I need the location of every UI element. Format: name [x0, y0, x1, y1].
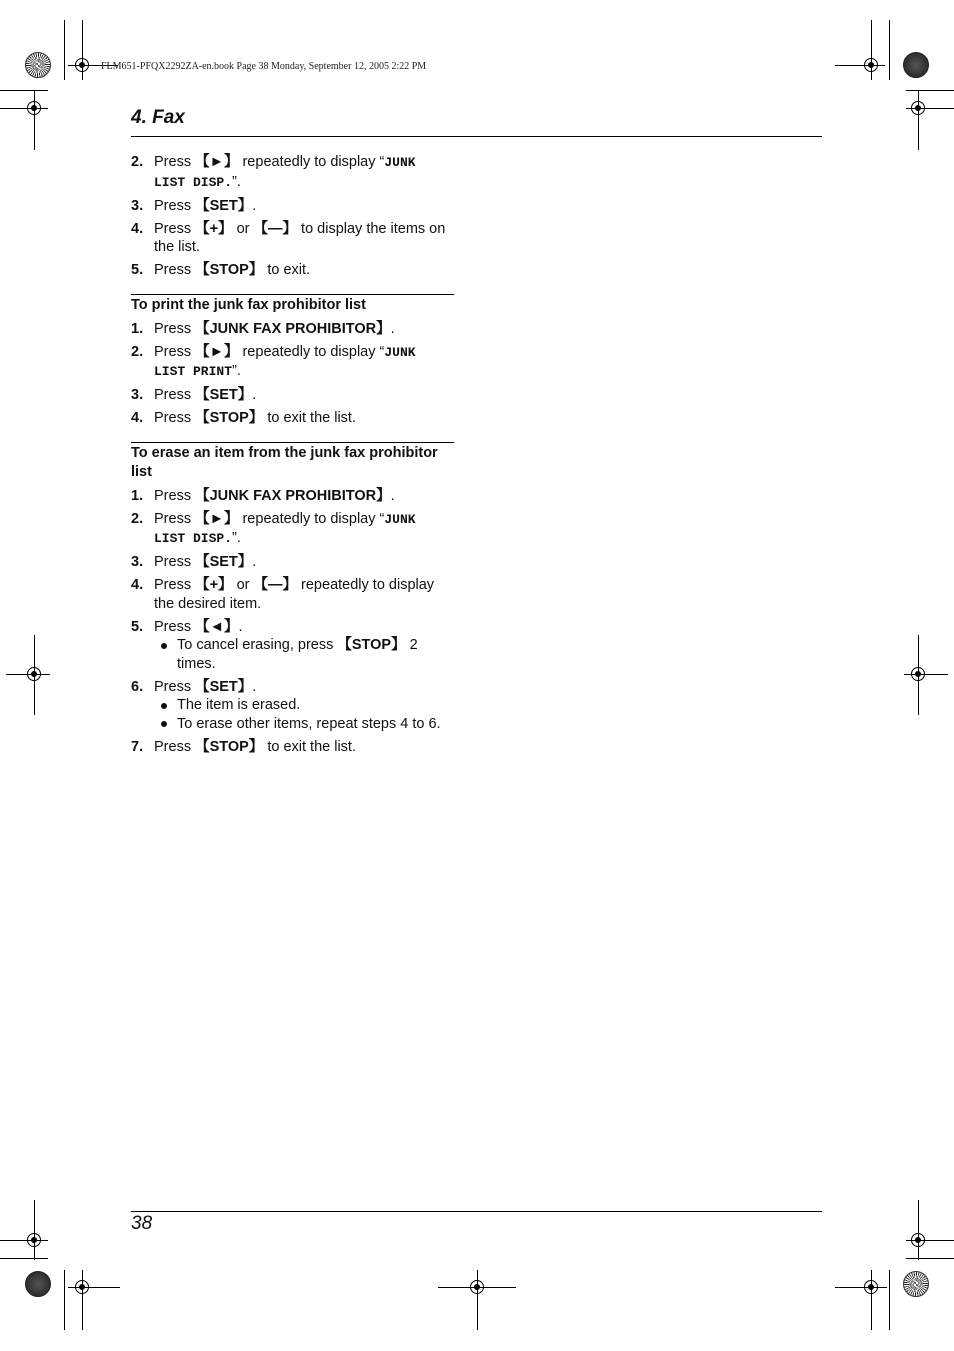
- key-label: 【SET】: [195, 387, 253, 403]
- step-text: .: [252, 197, 257, 214]
- step-item: [131, 618, 454, 674]
- display-message: JUNK LIST PRINT: [154, 344, 416, 379]
- step-number: 2.: [131, 510, 144, 527]
- step-number: 2.: [131, 154, 144, 170]
- step-text: 2 times.: [177, 637, 418, 672]
- step-text: To erase other items, repeat steps 4 to 6.: [177, 715, 441, 732]
- step-text: repeatedly to display “: [238, 343, 385, 360]
- step-text: repeatedly to display the desired item.: [154, 577, 435, 612]
- step-text: .: [390, 487, 395, 504]
- key-label: 【SET】: [195, 678, 253, 695]
- header-rule: [131, 136, 822, 137]
- step-text: Press: [154, 262, 196, 278]
- step-text: Press: [154, 577, 196, 593]
- key-label: 【+】: [195, 577, 233, 593]
- step-text: to exit the list.: [263, 410, 356, 426]
- step-number: 1.: [131, 487, 144, 504]
- print-list-section: [131, 294, 454, 428]
- step-text: or: [232, 220, 254, 237]
- step-text: to exit.: [263, 262, 311, 278]
- erase-item-section: [131, 442, 454, 757]
- key-label: 【+】: [195, 220, 233, 237]
- sub-bullet: [154, 696, 454, 715]
- display-message: JUNK LIST DISP.: [154, 511, 416, 546]
- instruction-column: [131, 153, 454, 761]
- step-text: Press: [154, 320, 196, 337]
- key-label: 【STOP】: [195, 262, 264, 278]
- rosette-bottom-right: [903, 1271, 929, 1297]
- step-item: [131, 409, 454, 428]
- step-text: Press: [154, 343, 196, 360]
- step-item: [131, 487, 454, 506]
- key-label: 【►】: [195, 343, 239, 360]
- key-label: 【►】: [195, 510, 239, 527]
- sub-bullet: [154, 636, 454, 673]
- step-number: 3.: [131, 554, 144, 570]
- step-number: 4.: [131, 220, 144, 237]
- step-text: .: [252, 387, 257, 403]
- bullet-icon: [161, 703, 167, 709]
- step-number: 1.: [131, 320, 144, 337]
- key-label: 【►】: [195, 154, 239, 170]
- step-text: Press: [154, 387, 196, 403]
- key-label: 【STOP】: [337, 637, 406, 653]
- step-number: 3.: [131, 197, 144, 214]
- step-item: [131, 197, 454, 216]
- bullet-icon: [161, 721, 167, 727]
- step-item: [131, 320, 454, 339]
- step-number: 2.: [131, 343, 144, 360]
- step-text: repeatedly to display “: [238, 510, 385, 527]
- step-text: .: [238, 618, 243, 635]
- print-section-title: To print the junk fax prohibitor list: [131, 296, 366, 313]
- step-text: .: [252, 554, 257, 570]
- step-number: 6.: [131, 678, 144, 695]
- step-text: ”.: [232, 530, 241, 546]
- rosette-bottom-left: [25, 1271, 51, 1297]
- key-label: 【JUNK FAX PROHIBITOR】: [195, 487, 391, 504]
- page-number: 38: [131, 1213, 153, 1234]
- step-text: Press: [154, 220, 196, 237]
- step-item: [131, 738, 454, 757]
- display-message: JUNK LIST DISP.: [154, 155, 416, 190]
- erase-section-title: To erase an item from the junk fax prohibitor list: [131, 444, 438, 480]
- key-label: 【SET】: [195, 554, 253, 570]
- print-steps: [131, 320, 454, 428]
- step-item: [131, 510, 454, 549]
- step-text: Press: [154, 618, 196, 635]
- step-item: [131, 261, 454, 280]
- step-text: Press: [154, 154, 196, 170]
- step-text: ”.: [232, 363, 241, 379]
- step-number: 3.: [131, 387, 144, 403]
- key-label: 【◄】: [195, 618, 239, 635]
- step-text: to display the items on the list.: [154, 220, 446, 255]
- step-number: 4.: [131, 577, 144, 593]
- rosette-top-left: [25, 52, 51, 78]
- step-item: [131, 678, 454, 734]
- step-text: Press: [154, 510, 196, 527]
- step-text: ”.: [232, 173, 241, 190]
- step-number: 4.: [131, 410, 144, 426]
- key-label: 【STOP】: [195, 738, 264, 755]
- step-item: [131, 576, 454, 613]
- step-item: [131, 343, 454, 382]
- step-text: .: [390, 320, 395, 337]
- step-item: [131, 220, 454, 257]
- intro-steps: [131, 153, 454, 280]
- step-text: to exit the list.: [263, 738, 356, 755]
- rosette-top-right: [903, 52, 929, 78]
- step-item: [131, 153, 454, 192]
- step-text: or: [232, 577, 254, 593]
- step-text: The item is erased.: [177, 697, 301, 713]
- key-label: 【—】: [253, 577, 298, 593]
- footer-rule: [131, 1211, 822, 1212]
- book-slug-line: FLM651-PFQX2292ZA-en.book Page 38 Monday, September 12, 2005 2:22 PM: [101, 61, 427, 72]
- sub-bullets: [154, 636, 454, 673]
- step-text: repeatedly to display “: [238, 154, 385, 170]
- key-label: 【—】: [253, 220, 298, 237]
- step-text: To cancel erasing, press: [177, 637, 338, 653]
- step-text: Press: [154, 197, 196, 214]
- step-number: 7.: [131, 738, 144, 755]
- step-text: .: [252, 678, 257, 695]
- chapter-title: 4. Fax: [131, 107, 185, 128]
- step-number: 5.: [131, 262, 144, 278]
- step-text: Press: [154, 410, 196, 426]
- key-label: 【JUNK FAX PROHIBITOR】: [195, 320, 391, 337]
- step-item: [131, 553, 454, 572]
- step-number: 5.: [131, 618, 144, 635]
- step-text: Press: [154, 487, 196, 504]
- bullet-icon: [161, 643, 167, 649]
- step-text: Press: [154, 554, 196, 570]
- key-label: 【STOP】: [195, 410, 264, 426]
- step-text: Press: [154, 738, 196, 755]
- step-item: [131, 386, 454, 405]
- sub-bullets: [154, 696, 454, 733]
- key-label: 【SET】: [195, 197, 253, 214]
- sub-bullet: [154, 715, 454, 734]
- erase-steps: [131, 487, 454, 757]
- step-text: Press: [154, 678, 196, 695]
